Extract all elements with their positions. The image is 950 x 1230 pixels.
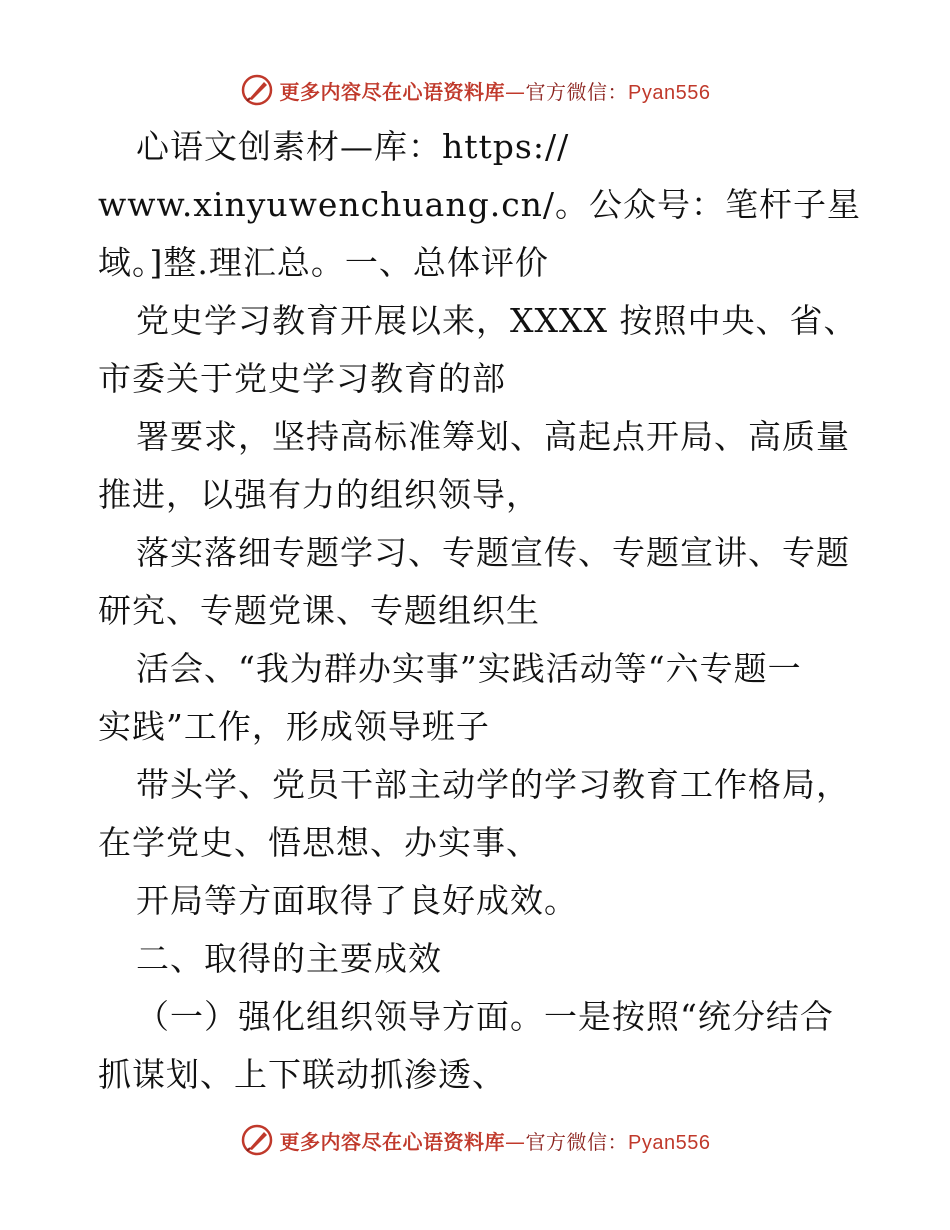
document-body: [98, 118, 868, 1104]
text-line: www.xinyuwenchuang.cn/。公众号：笔杆子星: [98, 185, 862, 224]
text-line: 抓谋划、上下联动抓渗透、: [98, 1055, 506, 1094]
watermark-brand: 更多内容尽在心语资料库: [279, 79, 506, 104]
watermark-text: [280, 1126, 711, 1155]
text-line: 开局等方面取得了良好成效。: [136, 881, 578, 920]
text-line: 带头学、党员干部主动学的学习教育工作格局，: [136, 765, 850, 804]
watermark-brand: 更多内容尽在心语资料库: [279, 1129, 506, 1154]
text-line: 心语文创素材—库：https://: [136, 127, 570, 166]
text-line: 研究、专题党课、专题组织生: [98, 591, 540, 630]
footer-watermark: [0, 1120, 950, 1160]
quill-pen-icon: [240, 73, 274, 107]
text-line: 党史学习教育开展以来，XXXX 按照中央、省、: [136, 301, 858, 340]
text-line: （一）强化组织领导方面。一是按照“统分结合: [136, 997, 834, 1036]
watermark-separator: —: [505, 1129, 526, 1154]
quill-pen-icon: [240, 1123, 274, 1157]
section-heading: 二、取得的主要成效: [136, 939, 442, 978]
watermark-wechat-id: Pyan556: [628, 1131, 711, 1154]
watermark-wechat-label: 官方微信：: [525, 79, 629, 104]
text-line: 落实落细专题学习、专题宣传、专题宣讲、专题: [136, 533, 850, 572]
header-watermark: [0, 70, 950, 110]
watermark-wechat-label: 官方微信：: [525, 1129, 629, 1154]
text-line: 域。]整.理汇总。一、总体评价: [98, 243, 549, 282]
watermark-text: [280, 76, 711, 105]
watermark-wechat-id: Pyan556: [628, 81, 711, 104]
text-line: 推进，以强有力的组织领导，: [98, 475, 540, 514]
watermark-separator: —: [505, 79, 526, 104]
text-line: 活会、“我为群办实事”实践活动等“六专题一: [136, 649, 802, 688]
text-line: 市委关于党史学习教育的部: [98, 359, 506, 398]
text-line: 实践”工作，形成领导班子: [98, 707, 490, 746]
text-line: 在学党史、悟思想、办实事、: [98, 823, 540, 862]
text-line: 署要求，坚持高标准筹划、高起点开局、高质量: [136, 417, 850, 456]
